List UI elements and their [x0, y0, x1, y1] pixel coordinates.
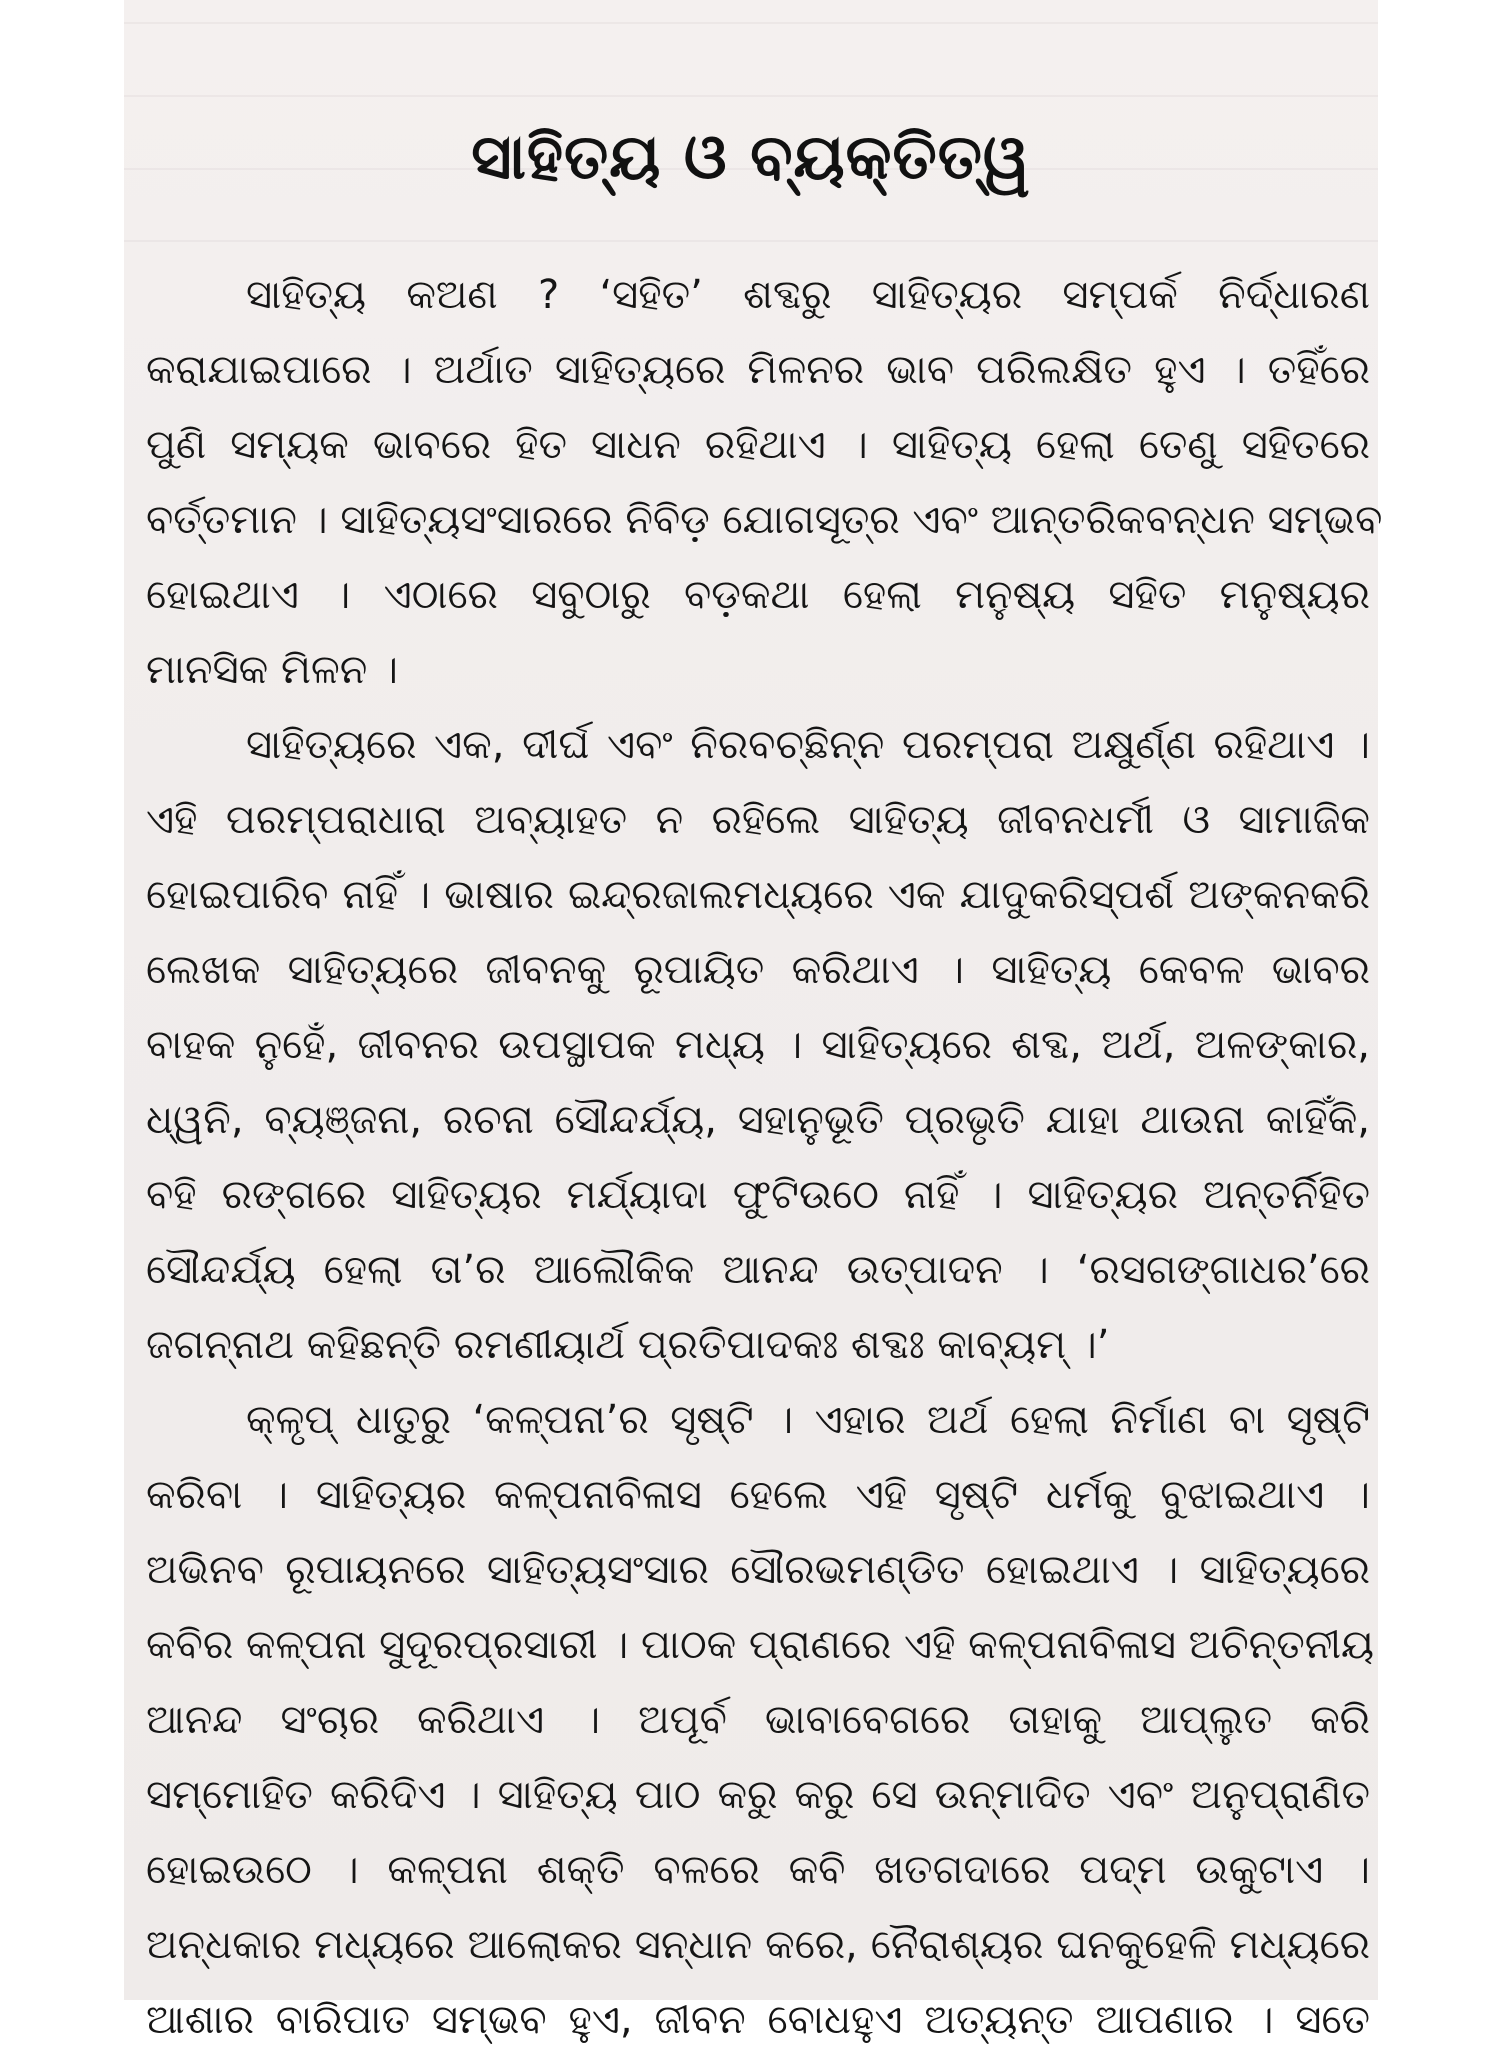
text-line: ହୋଇଥାଏ । ଏଠାରେ ସବୁଠାରୁ ବଡ଼କଥା ହେଲା ମନୁଷ୍ୟ ସହିତ ମନୁଷ୍ୟର	[146, 572, 1370, 618]
text-line: ହୋଇପାରିବ ନାହିଁ । ଭାଷାର ଇନ୍ଦ୍ରଜାଲମଧ୍ୟରେ ଏକ ଯାଦୁକରିସ୍ପର୍ଶ ଅଙ୍କନକରି	[146, 872, 1370, 918]
text-line: ଅଭିନବ ରୂପାୟନରେ ସାହିତ୍ୟସଂସାର ସୌରଭମଣ୍ଡିତ ହୋଇଥାଏ । ସାହିତ୍ୟରେ	[146, 1547, 1370, 1593]
text-line: ହୋଇଉଠେ । କଳ୍ପନା ଶକ୍ତି ବଳରେ କବି ଖତଗଦାରେ ପଦ୍ମ ଉକୁଟାଏ ।	[146, 1847, 1370, 1893]
book-page	[124, 0, 1383, 2043]
bleed-through-line	[124, 240, 1378, 242]
text-line: ମାନସିକ ମିଳନ ।	[146, 647, 399, 693]
text-line: କବିର କଳ୍ପନା ସୁଦୂରପ୍ରସାରୀ । ପାଠକ ପ୍ରାଣରେ ଏହି କଳ୍ପନାବିଳାସ ଅଚିନ୍ତନୀୟ	[146, 1622, 1375, 1668]
text-line: ସୌନ୍ଦର୍ଯ୍ୟ ହେଲା ତା’ର ଆଲୌକିକ ଆନନ୍ଦ ଉତ୍ପାଦନ । ‘ରସଗଙ୍ଗାଧର’ରେ	[146, 1247, 1370, 1293]
text-line: ଅନ୍ଧକାର ମଧ୍ୟରେ ଆଲୋକର ସନ୍ଧାନ କରେ, ନୈରାଶ୍ୟର ଘନକୁହେଳି ମଧ୍ୟରେ	[146, 1922, 1370, 1968]
body-text	[146, 258, 1383, 2058]
text-line: କ୍ଳୃପ୍ ଧାତୁରୁ ‘କଳ୍ପନା’ର ସୃଷ୍ଟି । ଏହାର ଅର୍ଥ ହେଲା ନିର୍ମାଣ ବା ସୃଷ୍ଟି	[246, 1397, 1370, 1443]
text-line: ଧ୍ୱନି, ବ୍ୟଞ୍ଜନା, ରଚନା ସୌନ୍ଦର୍ଯ୍ୟ, ସହାନୁଭୂତି ପ୍ରଭୃତି ଯାହା ଥାଉନା କାହିଁକି,	[146, 1097, 1370, 1143]
text-line: କରିବା । ସାହିତ୍ୟର କଳ୍ପନାବିଳାସ ହେଲେ ଏହି ସୃଷ୍ଟି ଧର୍ମକୁ ବୁଝାଇଥାଏ ।	[146, 1472, 1370, 1518]
bleed-through-line	[124, 95, 1378, 97]
text-line: ଆଶାର ବାରିପାତ ସମ୍ଭବ ହୁଏ, ଜୀବନ ବୋଧହୁଏ ଅତ୍ୟନ୍ତ ଆପଣାର । ସତେ	[146, 1997, 1370, 2043]
text-line: ଜଗନ୍ନାଥ କହିଛନ୍ତି ରମଣୀୟାର୍ଥ ପ୍ରତିପାଦକଃ ଶବ୍ଦଃ କାବ୍ୟମ୍ ।’	[146, 1322, 1110, 1368]
text-line: ଏହି ପରମ୍ପରାଧାରା ଅବ୍ୟାହତ ନ ରହିଲେ ସାହିତ୍ୟ ଜୀବନଧର୍ମୀ ଓ ସାମାଜିକ	[146, 797, 1370, 843]
text-line: ସାହିତ୍ୟରେ ଏକ, ଦୀର୍ଘ ଏବଂ ନିରବଚ୍ଛିନ୍ନ ପରମ୍ପରା ଅକ୍ଷୁର୍ଣ୍ଣ ରହିଥାଏ ।	[246, 722, 1370, 768]
text-line: ବାହକ ନୁହେଁ, ଜୀବନର ଉପସ୍ଥାପକ ମଧ୍ୟ । ସାହିତ୍ୟରେ ଶବ୍ଦ, ଅର୍ଥ, ଅଳଙ୍କାର,	[146, 1022, 1370, 1068]
text-line: ଆନନ୍ଦ ସଂଚାର କରିଥାଏ । ଅପୂର୍ବ ଭାବାବେଗରେ ତାହାକୁ ଆପ୍ଲୁତ କରି	[146, 1697, 1370, 1743]
text-line: ସାହିତ୍ୟ କଅଣ ? ‘ସହିତ’ ଶବ୍ଦରୁ ସାହିତ୍ୟର ସମ୍ପର୍କ ନିର୍ଦ୍ଧାରଣ	[246, 272, 1370, 318]
text-line: ବହି ରଙ୍ଗରେ ସାହିତ୍ୟର ମର୍ଯ୍ୟାଦା ଫୁଟିଉଠେ ନାହିଁ । ସାହିତ୍ୟର ଅନ୍ତର୍ନିହିତ	[146, 1172, 1370, 1218]
text-line: ବର୍ତ୍ତମାନ । ସାହିତ୍ୟସଂସାରରେ ନିବିଡ଼ ଯୋଗସୂତ୍ର ଏବଂ ଆନ୍ତରିକବନ୍ଧନ ସମ୍ଭବ	[146, 497, 1383, 543]
text-line: ସମ୍ମୋହିତ କରିଦିଏ । ସାହିତ୍ୟ ପାଠ କରୁ କରୁ ସେ ଉନ୍ମାଦିତ ଏବଂ ଅନୁପ୍ରାଣିତ	[146, 1772, 1370, 1818]
text-line: କରାଯାଇପାରେ । ଅର୍ଥାତ ସାହିତ୍ୟରେ ମିଳନର ଭାବ ପରିଲକ୍ଷିତ ହୁଏ । ତହିଁରେ	[146, 347, 1370, 393]
text-line: ପୁଣି ସମ୍ୟକ ଭାବରେ ହିତ ସାଧନ ରହିଥାଏ । ସାହିତ୍ୟ ହେଲା ତେଣୁ ସହିତରେ	[146, 422, 1370, 468]
text-line: ଲେଖକ ସାହିତ୍ୟରେ ଜୀବନକୁ ରୂପାୟିତ କରିଥାଏ । ସାହିତ୍ୟ କେବଳ ଭାବର	[146, 947, 1370, 993]
bleed-through-line	[124, 22, 1378, 24]
page-title: ସାହିତ୍ୟ ଓ ବ୍ୟକ୍ତିତ୍ୱ	[471, 120, 1031, 193]
